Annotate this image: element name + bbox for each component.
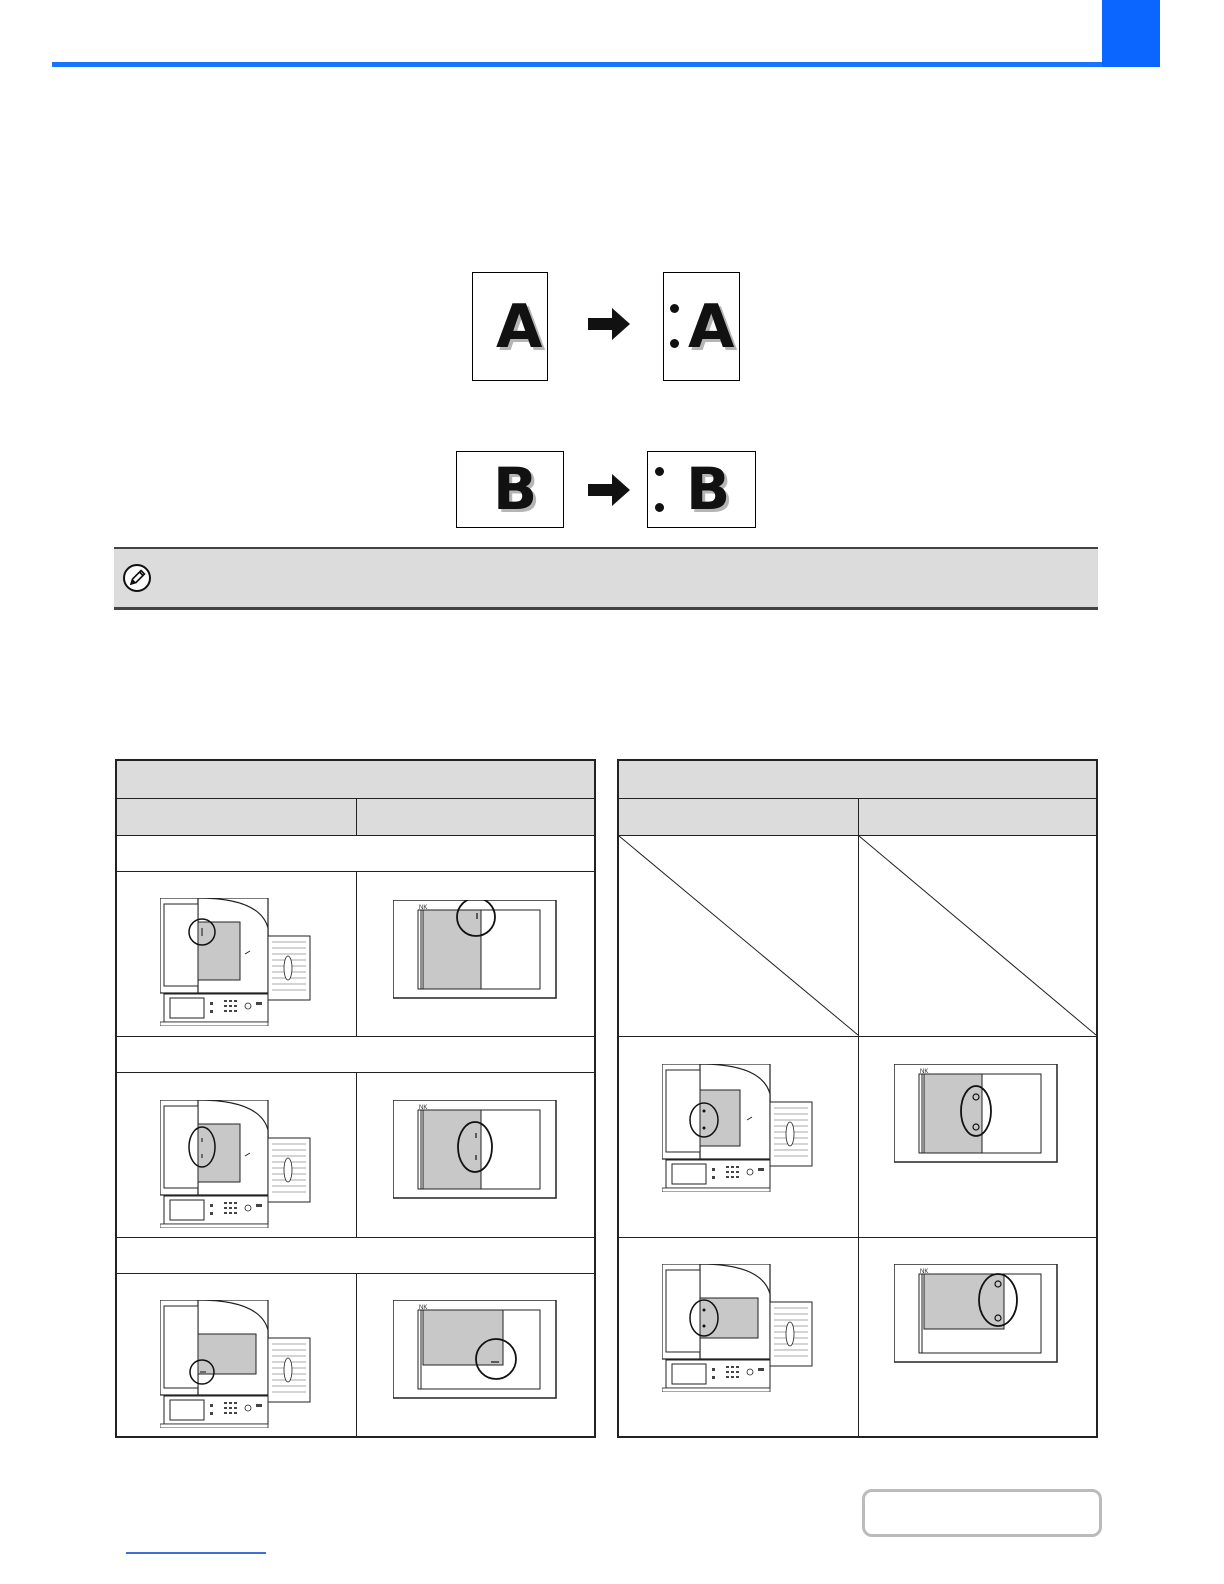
machine-figure-portrait-left [160,1100,312,1228]
machine-figure-landscape-bottom [160,1300,312,1428]
punch-hole-icon [670,339,679,348]
printout-figure-portrait-left [393,1100,557,1200]
printout-figure-portrait-top [393,900,557,1000]
printout-figure-landscape-left [894,1064,1058,1164]
document-letter: A [496,292,543,362]
punch-hole-icon [655,503,664,512]
document-letter: B [686,455,731,523]
page-header [52,0,1102,67]
punch-hole-icon [670,304,679,313]
arrow-right-icon [588,306,632,342]
header-accent-block [1102,0,1160,67]
printout-figure-portrait-left-rotated [894,1264,1058,1364]
arrow-right-icon [588,472,632,508]
table-title-cell [117,761,594,799]
punched-landscape-document [647,451,756,528]
document-letter: B [493,455,538,523]
machine-figure-portrait-left-rotated [662,1264,814,1392]
footer-link[interactable] [126,1552,266,1554]
machine-figure-landscape-left [662,1064,814,1192]
document-letter: A [688,292,735,362]
pencil-icon [122,563,152,593]
punch-hole-icon [655,467,664,476]
not-applicable-diagonal [619,836,1096,1036]
table-title-cell [619,761,1096,799]
original-landscape-document [456,451,564,528]
machine-figure-portrait-top [160,898,312,1026]
contents-nav-button[interactable] [862,1489,1102,1537]
punched-portrait-document [663,272,740,381]
printout-figure-landscape-bottom [393,1300,557,1400]
note-bar [114,547,1098,610]
original-portrait-document [472,272,548,381]
